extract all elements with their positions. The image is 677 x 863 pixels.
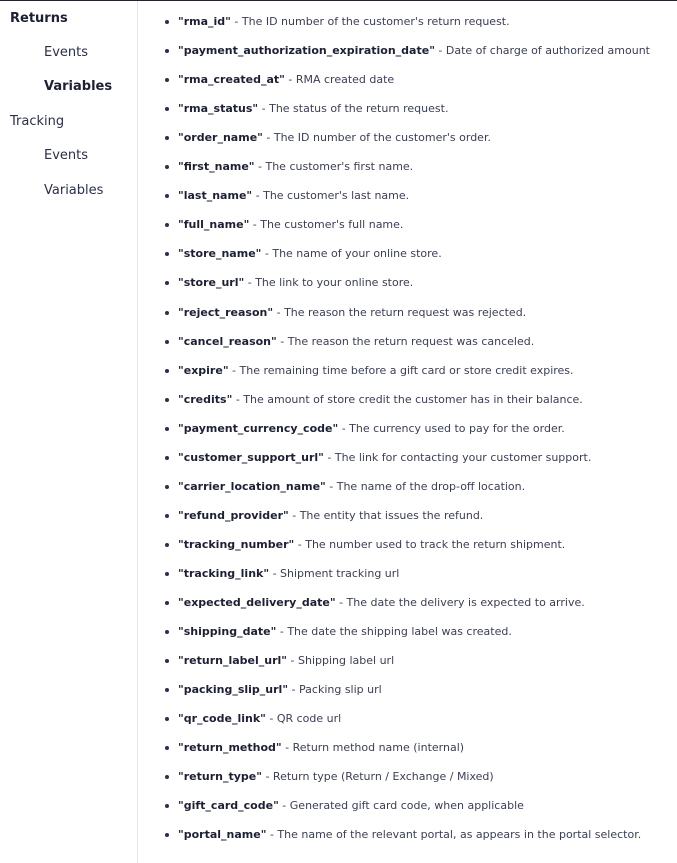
variable-description: - Date of charge of authorized amount bbox=[434, 44, 650, 58]
variable-name: "shipping_date" bbox=[178, 625, 277, 639]
variable-description: - The ID number of the customer's order. bbox=[262, 131, 491, 145]
bullet-icon bbox=[165, 398, 169, 402]
variable-item bbox=[178, 799, 524, 812]
bullet-icon bbox=[165, 136, 169, 140]
variable-description: - The remaining time before a gift card or store credit expires. bbox=[228, 363, 574, 377]
variable-item bbox=[178, 596, 585, 609]
variable-item bbox=[178, 189, 409, 202]
variable-item bbox=[178, 509, 483, 522]
variable-description: - The name of the drop-off location. bbox=[325, 479, 526, 493]
variable-item bbox=[178, 102, 448, 115]
bullet-icon bbox=[165, 427, 169, 431]
bullet-icon bbox=[165, 252, 169, 256]
variable-item bbox=[178, 393, 583, 406]
variable-item bbox=[178, 131, 491, 144]
variable-name: "order_name" bbox=[178, 131, 263, 145]
sidebar-item-returns-events[interactable]: Events bbox=[44, 45, 89, 60]
variable-item bbox=[178, 335, 534, 348]
bullet-icon bbox=[165, 281, 169, 285]
variable-item bbox=[178, 247, 442, 260]
bullet-icon bbox=[165, 49, 169, 53]
bullet-icon bbox=[165, 165, 169, 169]
variable-item bbox=[178, 276, 413, 289]
variable-description: - The date the delivery is expected to arrive. bbox=[335, 596, 585, 609]
variable-description: - Shipping label url bbox=[287, 654, 395, 668]
bullet-icon bbox=[165, 601, 169, 605]
bullet-icon bbox=[165, 630, 169, 634]
bullet-icon bbox=[165, 659, 169, 663]
bullet-icon bbox=[165, 746, 169, 750]
variable-item bbox=[178, 422, 565, 435]
bullet-icon bbox=[165, 107, 169, 111]
variable-description: - Generated gift card code, when applicable bbox=[278, 799, 524, 813]
sidebar-section-tracking[interactable]: Tracking bbox=[10, 114, 65, 129]
variable-name: "customer_support_url" bbox=[178, 450, 324, 464]
variable-description: - The ID number of the customer's return request. bbox=[230, 15, 510, 28]
variable-description: - The name of the relevant portal, as appears in the portal selector. bbox=[266, 828, 642, 842]
sidebar-item-tracking-variables[interactable]: Variables bbox=[44, 183, 104, 198]
variable-name: "store_name" bbox=[178, 247, 262, 261]
variable-name: "expected_delivery_date" bbox=[178, 596, 336, 609]
bullet-icon bbox=[165, 78, 169, 82]
bullet-icon bbox=[165, 456, 169, 460]
variable-item bbox=[178, 712, 341, 725]
variable-item bbox=[178, 480, 525, 493]
variable-item bbox=[178, 770, 494, 783]
bullet-icon bbox=[165, 485, 169, 489]
variable-description: - The link to your online store. bbox=[244, 276, 414, 290]
variable-item bbox=[178, 538, 565, 551]
bullet-icon bbox=[165, 833, 169, 837]
variable-item bbox=[178, 567, 399, 580]
variable-name: "last_name" bbox=[178, 189, 253, 203]
variable-name: "return_label_url" bbox=[178, 654, 288, 668]
variable-name: "rma_id" bbox=[178, 15, 231, 28]
variable-description: - The number used to track the return shipment. bbox=[294, 537, 566, 551]
variable-description: - The link for contacting your customer support. bbox=[323, 450, 592, 464]
variable-item bbox=[178, 218, 403, 231]
bullet-icon bbox=[165, 194, 169, 198]
variable-item bbox=[178, 654, 394, 667]
variable-name: "packing_slip_url" bbox=[178, 683, 289, 697]
sidebar-item-tracking-events[interactable]: Events bbox=[44, 148, 89, 163]
variable-item bbox=[178, 15, 510, 28]
variable-item bbox=[178, 306, 526, 319]
sidebar-item-returns-variables[interactable]: Variables bbox=[44, 79, 113, 94]
variable-name: "store_url" bbox=[178, 276, 245, 290]
sidebar-nav bbox=[0, 1, 138, 863]
bullet-icon bbox=[165, 804, 169, 808]
variable-name: "return_type" bbox=[178, 770, 262, 784]
bullet-icon bbox=[165, 311, 169, 315]
bullet-icon bbox=[165, 223, 169, 227]
bullet-icon bbox=[165, 514, 169, 518]
variable-description: - The customer's full name. bbox=[249, 218, 404, 232]
variable-name: "rma_status" bbox=[178, 102, 259, 116]
variable-name: "tracking_number" bbox=[178, 537, 295, 551]
variable-description: - QR code url bbox=[265, 712, 342, 726]
variable-item bbox=[178, 451, 591, 464]
variable-name: "tracking_link" bbox=[178, 566, 270, 580]
variable-name: "expire" bbox=[178, 363, 229, 377]
variable-description: - The currency used to pay for the order. bbox=[338, 421, 565, 435]
variable-name: "refund_provider" bbox=[178, 508, 289, 522]
variable-name: "cancel_reason" bbox=[178, 334, 277, 348]
bullet-icon bbox=[165, 20, 169, 24]
bullet-icon bbox=[165, 688, 169, 692]
variable-description: - Packing slip url bbox=[288, 683, 382, 697]
variable-item bbox=[178, 741, 464, 754]
variable-description: - The status of the return request. bbox=[258, 102, 449, 116]
variable-item bbox=[178, 44, 650, 57]
variable-item bbox=[178, 73, 394, 86]
variable-item bbox=[178, 625, 512, 638]
variable-name: "full_name" bbox=[178, 218, 250, 232]
variable-description: - Shipment tracking url bbox=[269, 566, 400, 580]
variable-name: "carrier_location_name" bbox=[178, 479, 326, 493]
variable-description: - Return method name (internal) bbox=[281, 741, 465, 755]
variable-description: - The customer's last name. bbox=[252, 189, 410, 203]
variable-item bbox=[178, 828, 641, 841]
variable-item bbox=[178, 683, 382, 696]
variable-description: - The customer's first name. bbox=[254, 160, 414, 174]
variable-description: - The name of your online store. bbox=[261, 247, 442, 261]
variable-item bbox=[178, 160, 413, 173]
variable-name: "rma_created_at" bbox=[178, 73, 285, 87]
variable-name: "first_name" bbox=[178, 160, 255, 174]
bullet-icon bbox=[165, 572, 169, 576]
variable-name: "gift_card_code" bbox=[178, 799, 279, 813]
bullet-icon bbox=[165, 369, 169, 373]
bullet-icon bbox=[165, 543, 169, 547]
variable-description: - The date the shipping label was created. bbox=[276, 625, 512, 639]
variable-name: "qr_code_link" bbox=[178, 712, 266, 726]
variable-name: "payment_authorization_expiration_date" bbox=[178, 44, 435, 58]
variable-description: - Return type (Return / Exchange / Mixed) bbox=[261, 770, 494, 784]
variable-name: "reject_reason" bbox=[178, 305, 274, 319]
variable-description: - The reason the return request was rejected. bbox=[273, 305, 527, 319]
bullet-icon bbox=[165, 717, 169, 721]
variable-name: "return_method" bbox=[178, 741, 282, 755]
variable-description: - The amount of store credit the customer has in their balance. bbox=[232, 392, 583, 406]
bullet-icon bbox=[165, 340, 169, 344]
variable-name: "credits" bbox=[178, 392, 233, 406]
variable-name: "portal_name" bbox=[178, 828, 267, 842]
variable-item bbox=[178, 364, 574, 377]
variable-description: - The entity that issues the refund. bbox=[288, 508, 484, 522]
bullet-icon bbox=[165, 775, 169, 779]
variable-name: "payment_currency_code" bbox=[178, 421, 339, 435]
sidebar-section-returns[interactable]: Returns bbox=[10, 11, 68, 26]
variable-description: - The reason the return request was canceled. bbox=[276, 334, 535, 348]
variable-description: - RMA created date bbox=[284, 73, 395, 87]
